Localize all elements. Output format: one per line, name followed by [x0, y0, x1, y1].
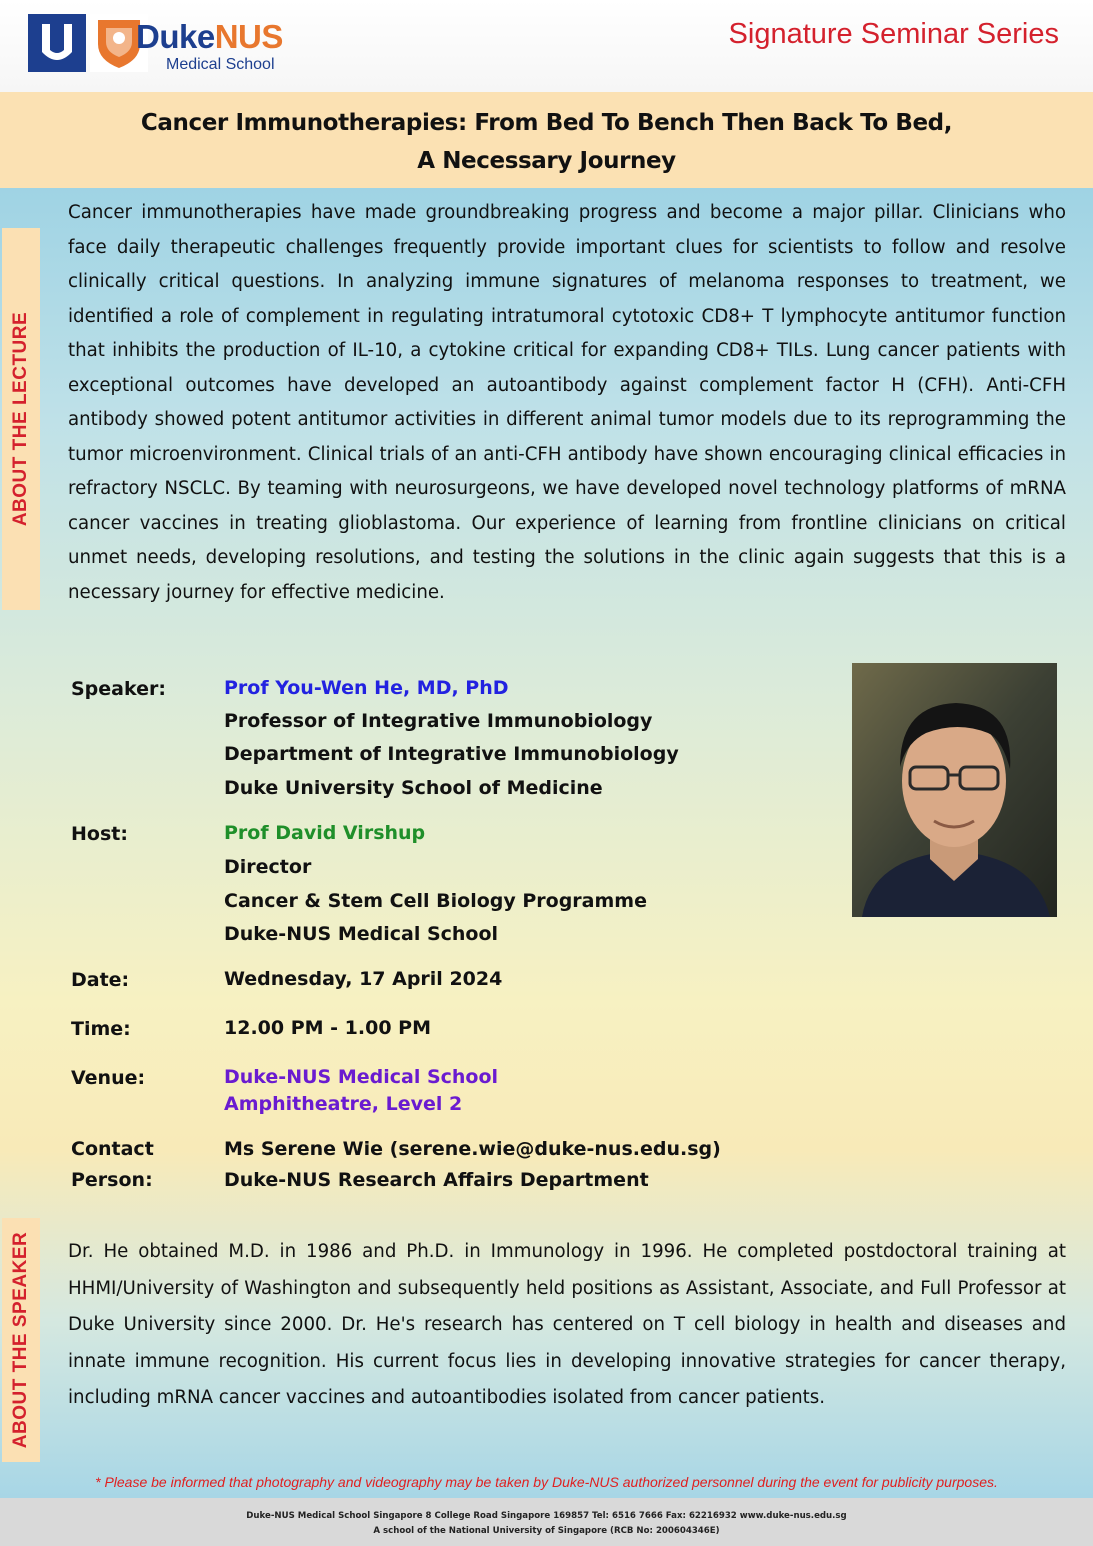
duke-shield-icon [28, 14, 86, 72]
time-value: 12.00 PM - 1.00 PM [224, 1017, 431, 1039]
contact-label-line1: Contact [71, 1138, 154, 1160]
date-value: Wednesday, 17 April 2024 [224, 968, 503, 990]
host-institution: Duke-NUS Medical School [224, 923, 499, 945]
contact-person: Ms Serene Wie (serene.wie@duke-nus.edu.sg) [224, 1138, 721, 1160]
host-label: Host: [71, 823, 128, 845]
contact-label-line2: Person: [71, 1169, 153, 1191]
footer-registration: A school of the National University of Singapore (RCB No: 200604346E) [373, 1526, 720, 1536]
time-label: Time: [71, 1018, 131, 1040]
venue-line1: Duke-NUS Medical School [224, 1066, 499, 1088]
speaker-bio: Dr. He obtained M.D. in 1986 and Ph.D. in Immunology in 1996. He completed postdoctoral training at HHMI/University of Washington and subsequently held positions as Assistant, Associate, and Full Professor at Duke University since 2000. Dr. He's research has centered on T cell biology in health and diseases and innate immune recognition. His current focus lies in developing innovative strategies for cancer therapy, including mRNA cancer vaccines and autoantibodies isolated from cancer patients. [68, 1241, 1066, 1409]
logo-subtitle: Medical School [166, 56, 275, 73]
speaker-department: Department of Integrative Immunobiology [224, 743, 679, 765]
about-lecture-label: ABOUT THE LECTURE [10, 311, 31, 527]
footer-band [0, 1498, 1093, 1546]
speaker-name: Prof You-Wen He, MD, PhD [224, 677, 509, 699]
date-label: Date: [71, 969, 130, 991]
speaker-photo [852, 663, 1057, 917]
duke-nus-logo [26, 14, 306, 74]
header [0, 0, 1093, 92]
logo-nus-text: NUS [214, 18, 283, 55]
seminar-title-line2: A Necessary Journey [417, 148, 676, 174]
photography-notice: * Please be informed that photography and videography may be taken by Duke-NUS authorized personnel during the event for publicity purposes. [95, 1474, 998, 1490]
venue-label: Venue: [71, 1067, 146, 1089]
logo-wordmark [136, 18, 283, 56]
speaker-title: Professor of Integrative Immunobiology [224, 710, 653, 732]
contact-department: Duke-NUS Research Affairs Department [224, 1169, 649, 1191]
about-speaker-tab [2, 1218, 40, 1462]
about-speaker-label: ABOUT THE SPEAKER [10, 1231, 31, 1449]
host-name: Prof David Virshup [224, 822, 426, 844]
lecture-abstract: Cancer immunotherapies have made groundbreaking progress and become a major pillar. Clinicians who face daily therapeutic challenges frequently provide important clues for scientists to follow and resolve clinically critical questions. In analyzing immune signatures of melanoma responses to treatment, we identified a role of complement in regulating intratumoral cytotoxic CD8+ T lymphocyte antitumor function that inhibits the production of IL-10, a cytokine critical for expanding CD8+ TILs. Lung cancer patients with exceptional outcomes have developed an autoantibody against complement factor H (CFH). Anti-CFH antibody showed potent antitumor activities in different animal tumor models due to its reprogramming the tumor microenvironment. Clinical trials of an anti-CFH antibody have shown encouraging clinical efficacies in refractory NSCLC. By teaming with neurosurgeons, we have developed novel technology platforms of mRNA cancer vaccines in treating glioblastoma. Our experience of learning from frontline clinicians on critical unmet needs, developing resolutions, and testing the solutions in the clinic again suggests that this is a necessary journey for effective medicine. [68, 202, 1066, 603]
seminar-title-line1: Cancer Immunotherapies: From Bed To Bench Then Back To Bed, [140, 110, 953, 136]
logo-duke-text: Duke [136, 18, 215, 55]
about-lecture-tab [2, 228, 40, 610]
series-title: Signature Seminar Series [728, 18, 1059, 50]
speaker-label: Speaker: [71, 678, 166, 700]
venue-line2: Amphitheatre, Level 2 [224, 1093, 463, 1115]
host-title: Director [224, 856, 312, 878]
footer-address: Duke-NUS Medical School Singapore 8 College Road Singapore 169857 Tel: 6516 7666 Fax: 62216932 www.duke-nus.edu.sg [246, 1511, 847, 1521]
host-programme: Cancer & Stem Cell Biology Programme [224, 890, 647, 912]
speaker-institution: Duke University School of Medicine [224, 777, 603, 799]
